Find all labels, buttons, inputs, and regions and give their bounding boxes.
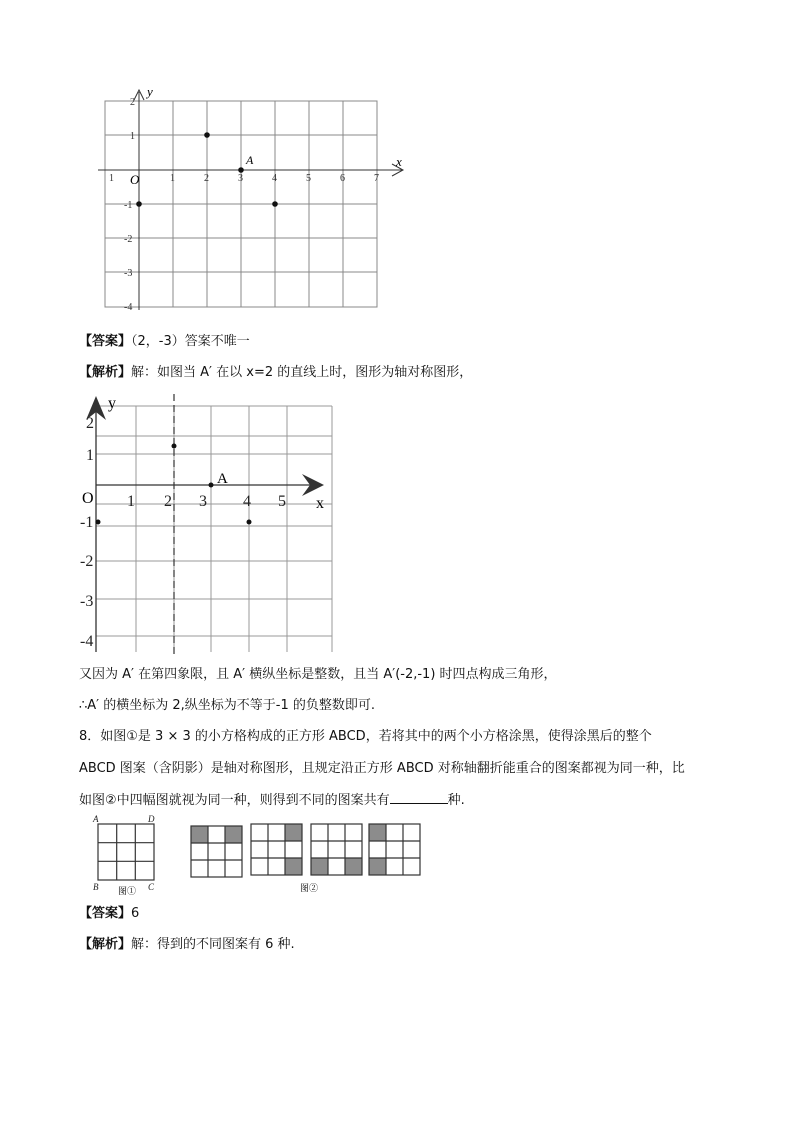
- grid-figures: [88, 812, 428, 898]
- analysis-1-cont-line-1: 又因为 A′ 在第四象限，且 A′ 横纵坐标是整数，且当 A′(-2,-1) 时四点构成三角形，: [79, 667, 557, 682]
- graph1-x-tick: 1: [170, 173, 175, 184]
- graph2-y-tick: -1: [80, 514, 94, 531]
- graph2-x-tick: 5: [278, 493, 286, 510]
- graph2-x-tick: 3: [199, 493, 207, 510]
- analysis-1: [79, 364, 472, 382]
- graph2-origin-label: O: [82, 490, 94, 507]
- graph2-y-tick: -4: [80, 633, 94, 650]
- question-8-line-3-end: 种.: [447, 793, 465, 808]
- coordinate-graph-1: [90, 86, 420, 316]
- answer-text: （2，-3）答案不唯一: [131, 334, 250, 349]
- answer-tag: 【答案】: [79, 334, 132, 349]
- graph1-y-label: y: [147, 86, 153, 99]
- figure-2-grid-3: [311, 824, 362, 875]
- graph1-x-tick: 2: [204, 173, 209, 184]
- figure-2-grid-2: [251, 824, 302, 875]
- figure-2-grid-4: [369, 824, 420, 875]
- graph2-y-tick: 1: [86, 447, 94, 464]
- graph2-point-a: [209, 483, 214, 488]
- graph2-y-tick: -3: [80, 593, 94, 610]
- graph2-point-a-label: A: [217, 471, 228, 487]
- answer-2: [79, 905, 139, 923]
- figure-1-corner-d: D: [148, 814, 155, 824]
- graph1-grid: [105, 101, 377, 307]
- graph1-x-tick: 7: [374, 173, 379, 184]
- analysis-tag: 【解析】: [79, 365, 132, 380]
- graph1-y-tick: -3: [124, 268, 133, 279]
- question-8-line-3: [79, 791, 465, 810]
- question-8-line-3-text: 如图②中四幅图就视为同一种，则得到不同的图案共有: [79, 793, 390, 808]
- graph1-y-tick: 2: [130, 97, 135, 108]
- graph2-x-tick: 2: [164, 493, 172, 510]
- graph1-y-tick: -4: [124, 302, 133, 313]
- graph2-y-tick: 2: [86, 415, 94, 432]
- figure-1-corner-b: B: [93, 882, 99, 892]
- answer-tag: 【答案】: [79, 906, 132, 921]
- graph1-point: [136, 201, 142, 207]
- graph1-y-tick: -1: [124, 200, 133, 211]
- graph1-point-a-label: A: [246, 153, 254, 167]
- answer-blank: [390, 791, 448, 804]
- graph1-point-a: [238, 167, 244, 173]
- figure-1-caption: 图①: [118, 886, 137, 896]
- analysis-tag: 【解析】: [79, 937, 132, 952]
- graph1-x-label: x: [396, 154, 402, 169]
- figure-1-grid: [98, 824, 154, 880]
- analysis-1-cont-line-2: ∴A′ 的横坐标为 2,纵坐标为不等于-1 的负整数即可.: [79, 698, 376, 713]
- question-8-line-1: 8．如图①是 3 × 3 的小方格构成的正方形 ABCD，若将其中的两个小方格涂黑，使得涂黑后的整个: [79, 729, 652, 744]
- question-8-line-2: ABCD 图案（含阴影）是轴对称图形，且规定沿正方形 ABCD 对称轴翻折能重合的图案都视为同一种，比: [79, 761, 685, 776]
- graph1-point: [272, 201, 278, 207]
- graph2-point: [247, 520, 252, 525]
- graph2-x-tick: 1: [127, 493, 135, 510]
- graph2-x-tick: 4: [243, 493, 251, 510]
- analysis-2: [79, 936, 295, 954]
- graph1-point: [204, 132, 210, 138]
- graph2-point: [96, 520, 101, 525]
- graph1-y-tick: -2: [124, 234, 133, 245]
- answer-text: 6: [131, 906, 140, 921]
- graph1-x-tick: 1: [109, 173, 114, 184]
- coordinate-graph-2: [76, 390, 340, 660]
- figure-1-corner-c: C: [148, 882, 155, 892]
- answer-1: [79, 333, 250, 351]
- graph1-x-tick: 6: [340, 173, 345, 184]
- figure-2-grid-1: [191, 826, 242, 877]
- graph1-x-tick: 5: [306, 173, 311, 184]
- analysis-text: 解：得到的不同图案有 6 种.: [131, 937, 295, 952]
- graph2-point: [172, 444, 177, 449]
- graph1-x-tick: 3: [238, 173, 243, 184]
- graph1-x-tick: 4: [272, 173, 277, 184]
- graph2-y-tick: -2: [80, 553, 94, 570]
- figure-2-caption: 图②: [300, 883, 319, 893]
- analysis-text: 解：如图当 A′ 在以 x=2 的直线上时，图形为轴对称图形，: [131, 365, 473, 380]
- graph2-grid: [96, 406, 332, 652]
- graph2-x-label: x: [316, 495, 324, 512]
- graph1-axes: [98, 90, 403, 310]
- graph2-y-label: y: [108, 395, 116, 412]
- figure-1-corner-a: A: [93, 814, 99, 824]
- graph1-origin-label: O: [130, 172, 140, 187]
- graph1-y-tick: 1: [130, 131, 135, 142]
